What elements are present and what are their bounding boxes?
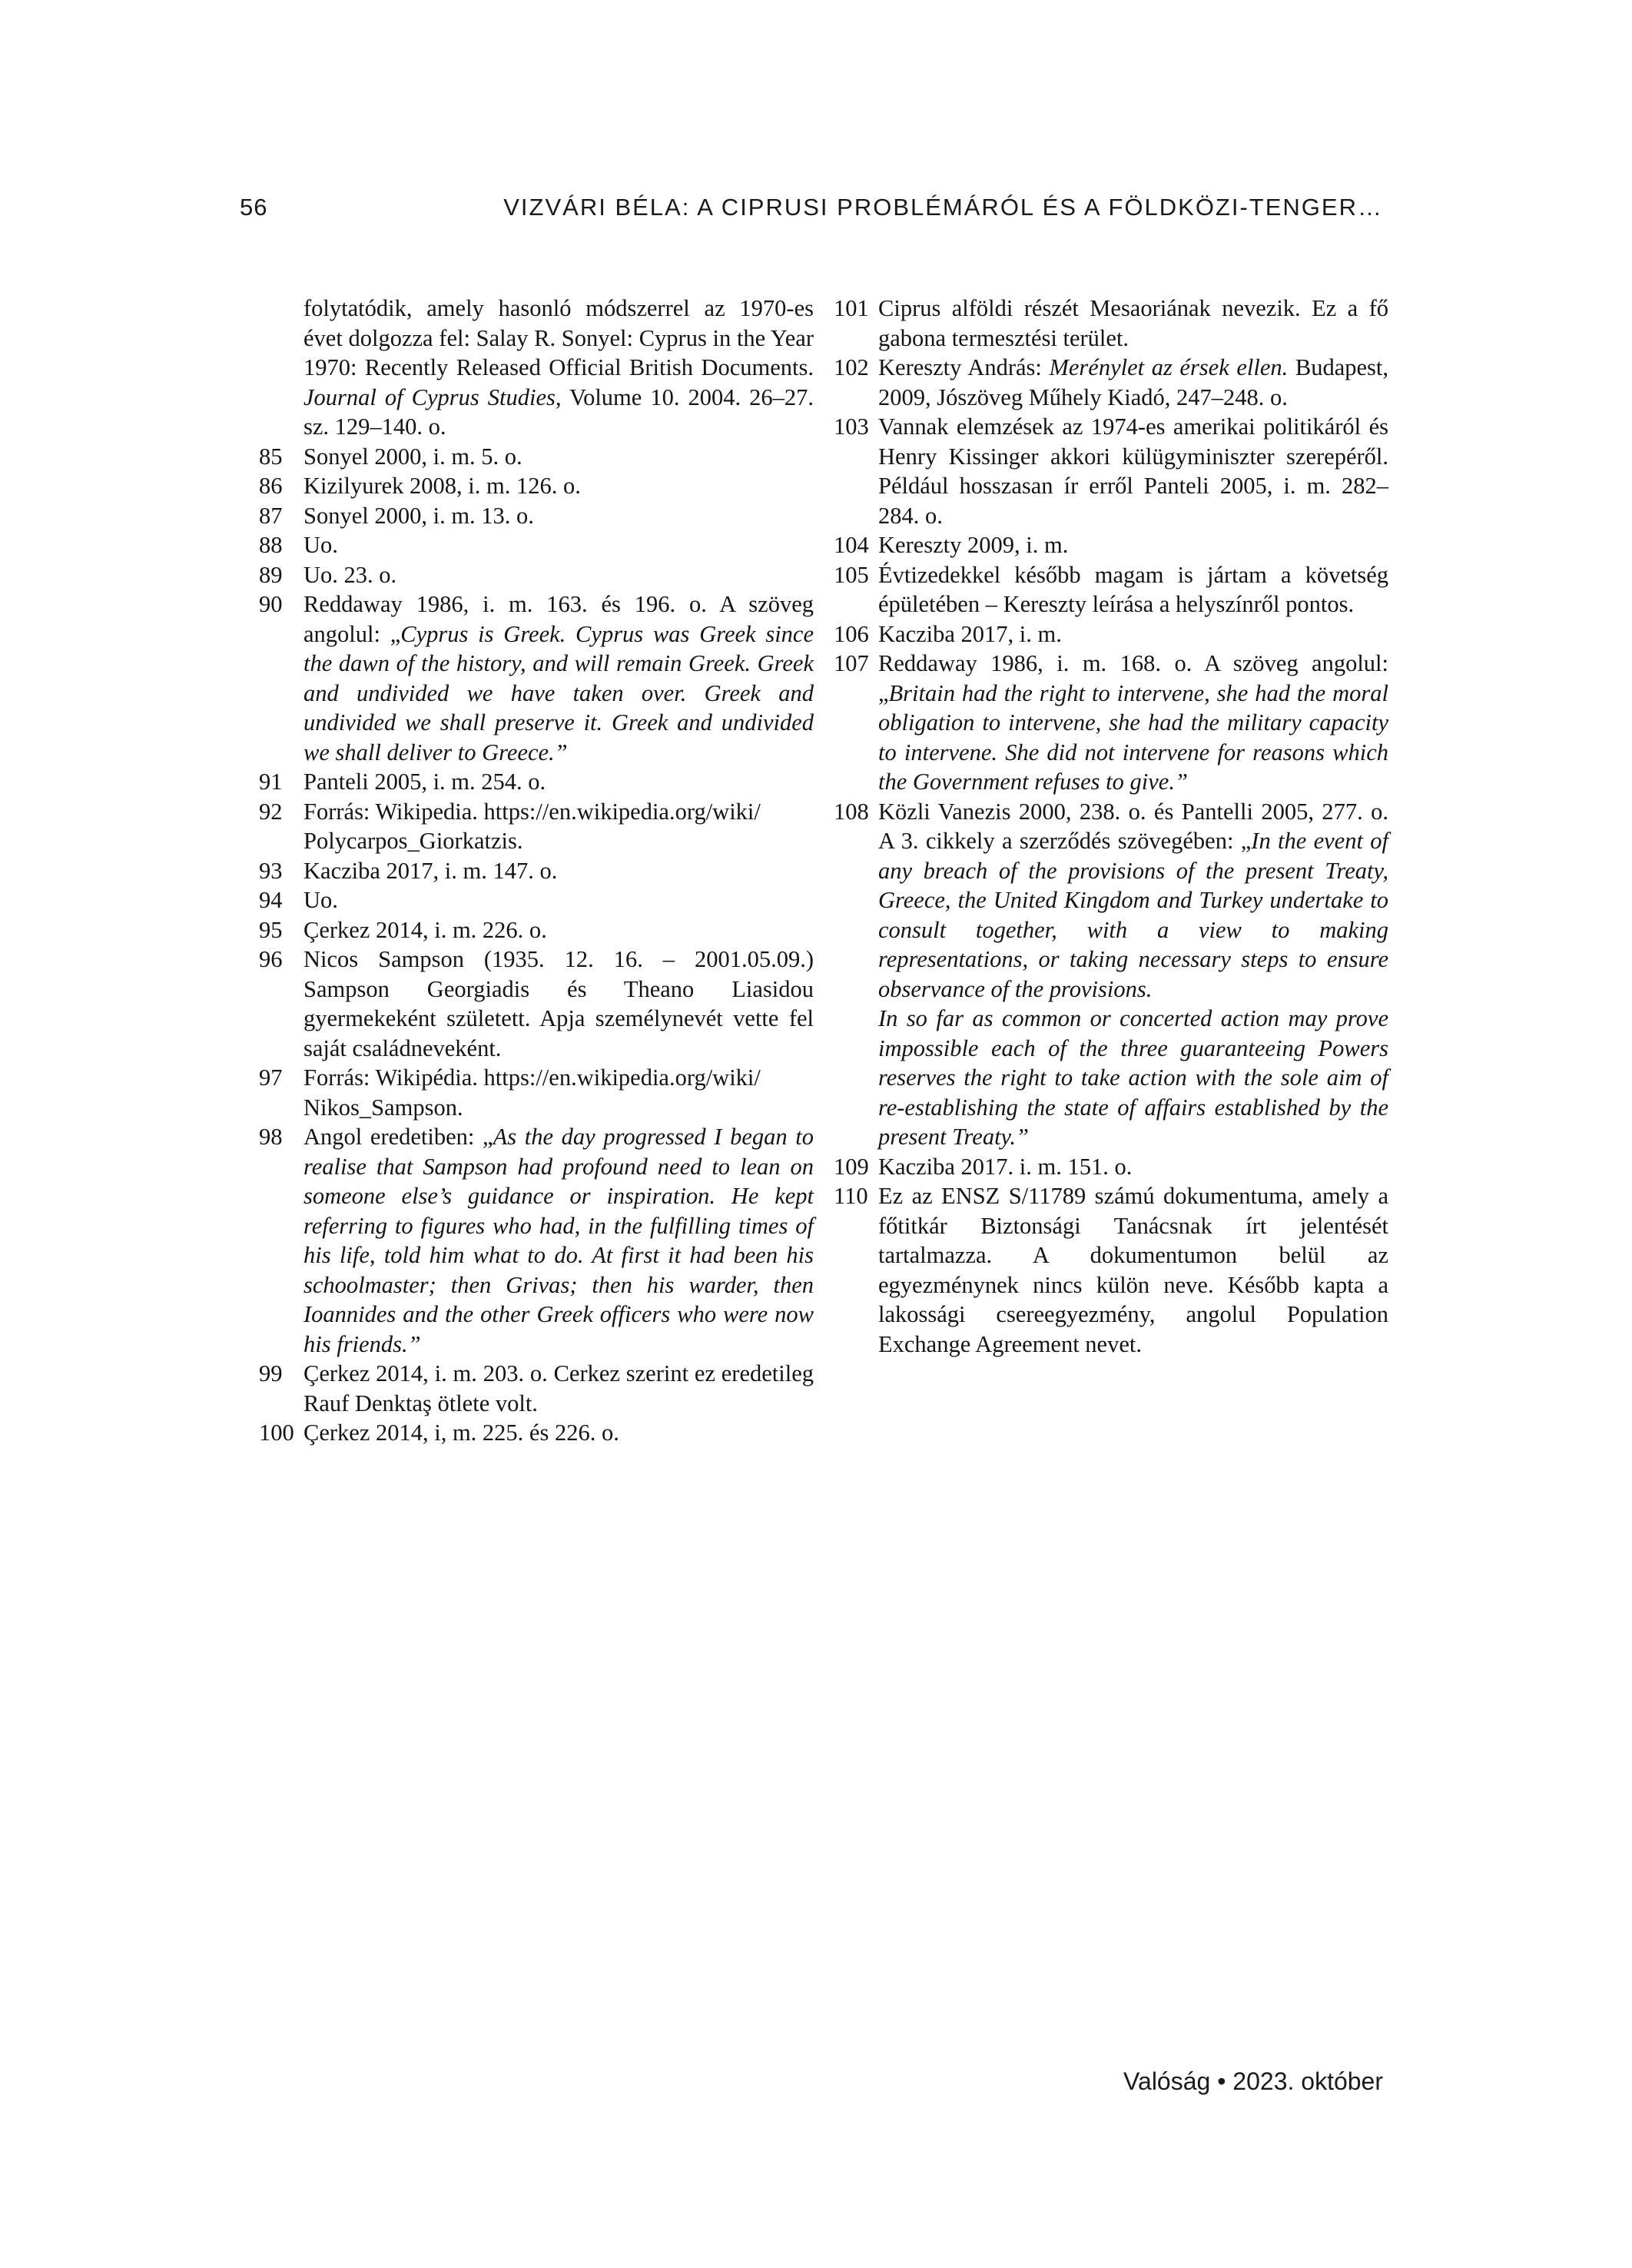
footer-journal-date: Valóság • 2023. október [1123, 2067, 1383, 2095]
footnote-103 [834, 412, 1388, 530]
url-text: https://en.wikipedia.org/wiki/ [483, 1064, 761, 1091]
note-text-segment: Reddaway 1986, i. m. 163. és 196. o. A szöveg angolul: „ [304, 591, 814, 647]
footnote-number: 95 [259, 916, 283, 943]
note-text-segment: Britain had the right to intervene, she had the moral obligation to intervene, she had the military capacity to intervene. She did not intervene for reasons which the Government refuses to give.” [878, 679, 1388, 795]
footnote-number: 101 [834, 295, 869, 321]
footnote-91 [259, 767, 814, 797]
running-header-title: VIZVÁRI BÉLA: A CIPRUSI PROBLÉMÁRÓL ÉS A FÖLDKÖZI-TENGER… [503, 194, 1383, 221]
footnote-number: 90 [259, 591, 283, 617]
note-text-segment: Merénylet az érsek ellen. [1049, 354, 1289, 380]
note-text-segment: folytatódik, amely hasonló módszerrel az 1970-es évet dolgozza fel: Salay R. Sonyel: Cyprus in the Year 1970: Recently Released Official British Documents. [304, 295, 814, 380]
footnote-94 [259, 885, 814, 915]
footnote-number: 102 [834, 354, 869, 380]
footnote-number: 91 [259, 769, 283, 795]
note-text-segment: Közli Vanezis 2000, 238. o. és Pantelli 2005, 277. o. A 3. cikkely a szerződés szövegében: „ [878, 798, 1388, 854]
note-text-segment: Uo. [304, 532, 338, 558]
footnote-97 [259, 1063, 814, 1122]
note-text-segment: Forrás: Wikipédia. [304, 1064, 484, 1091]
note-text-segment: Uo. 23. o. [304, 561, 397, 588]
footnote-108 [834, 797, 1388, 1152]
note-text-segment: Kacziba 2017, i. m. 147. o. [304, 857, 558, 884]
footnote-107 [834, 649, 1388, 797]
footnote-102 [834, 353, 1388, 412]
note-text-segment: Çerkez 2014, i. m. 226. o. [304, 916, 547, 943]
footnote-90 [259, 589, 814, 767]
footnote-96 [259, 945, 814, 1063]
note-text-segment: Sonyel 2000, i. m. 5. o. [304, 443, 522, 470]
footnote-100 [259, 1418, 814, 1448]
footnote-106 [834, 619, 1388, 649]
footnote-98 [259, 1122, 814, 1359]
footnotes-right-column [834, 294, 1388, 1359]
note-text-segment: Cyprus is Greek. Cyprus was Greek since the dawn of the history, and will remain Greek. Greek and undivided we have taken over. Greek and undivided we shall preserve it. Greek and undivided we shall deliver to Greece.” [304, 620, 814, 765]
footnote-number: 110 [834, 1183, 868, 1209]
note-text-segment: Çerkez 2014, i. m. 203. o. Cerkez szerint ez eredetileg Rauf Denktaş ötlete volt. [304, 1360, 814, 1416]
note-text-segment: Angol eredetiben: „ [304, 1124, 493, 1150]
footnote-99 [259, 1359, 814, 1418]
note-text-segment: In the event of any breach of the provisions of the present Treaty, Greece, the United Kingdom and Turkey undertake to consult together, with a view to making representations, or taking necessary steps to ensure observance of the provisions. [878, 828, 1388, 1002]
footnote-number: 103 [834, 413, 869, 440]
footnote-number: 92 [259, 798, 283, 825]
note-text-segment: Çerkez 2014, i, m. 225. és 226. o. [304, 1420, 619, 1446]
note-text-segment: Budapest, 2009, Jószöveg Műhely Kiadó, 247–248. o. [878, 354, 1388, 410]
footnote-92 [259, 797, 814, 856]
footnote-number: 108 [834, 798, 869, 825]
note-text-segment: Kereszty 2009, i. m. [878, 532, 1069, 558]
footnote-number: 97 [259, 1064, 283, 1091]
note-text-segment: Uo. [304, 887, 338, 913]
footnote-93 [259, 856, 814, 886]
footnote-number: 109 [834, 1153, 869, 1180]
footnote-87 [259, 501, 814, 531]
footnote-85 [259, 442, 814, 472]
footnotes-left-column [259, 294, 814, 1448]
footnote-105 [834, 560, 1388, 619]
footnote-number: 88 [259, 532, 283, 558]
note-text-segment: Kizilyurek 2008, i. m. 126. o. [304, 473, 581, 499]
footnote-number: 107 [834, 650, 869, 676]
footnote-104 [834, 530, 1388, 560]
note-text-segment: Kacziba 2017. i. m. 151. o. [878, 1153, 1133, 1180]
note-text-segment: Évtizedekkel később magam is jártam a követség épületében – Kereszty leírása a helyszínről pontos. [878, 561, 1388, 617]
note-text-segment: In so far as common or concerted action may prove impossible each of the three guaranteeing Powers reserves the right to take action with the sole aim of re-establishing the state of affairs established by the present Treaty.” [878, 1005, 1388, 1150]
continuation-paragraph [259, 294, 814, 442]
note-text-segment: Polycarpos_Giorkatzis. [304, 828, 523, 854]
footnote-number: 94 [259, 887, 283, 913]
note-text-segment: Panteli 2005, i. m. 254. o. [304, 769, 546, 795]
footnote-109 [834, 1152, 1388, 1182]
footnote-101 [834, 294, 1388, 353]
footnote-number: 96 [259, 946, 283, 972]
note-text-segment: Journal of Cyprus Studies, [304, 384, 562, 410]
footnote-number: 89 [259, 561, 283, 588]
footnote-86 [259, 471, 814, 501]
footnote-number: 87 [259, 502, 283, 529]
footnote-number: 104 [834, 532, 869, 558]
footnote-number: 99 [259, 1360, 283, 1386]
footnote-88 [259, 530, 814, 560]
footnote-110 [834, 1181, 1388, 1359]
note-text-segment: Volume 10. 2004. 26–27. sz. 129–140. o. [304, 384, 814, 440]
url-text: https://en.wikipedia.org/wiki/ [483, 798, 761, 825]
note-text-segment: Nikos_Sampson. [304, 1094, 463, 1121]
footnote-number: 105 [834, 561, 869, 588]
footnote-89 [259, 560, 814, 590]
page-number: 56 [240, 194, 268, 221]
note-text-segment: Forrás: Wikipedia. [304, 798, 484, 825]
note-text-segment: Ez az ENSZ S/11789 számú dokumentuma, amely a főtitkár Biztonsági Tanácsnak írt jelentését tartalmazza. A dokumentumon belül az egyezménynek nincs külön neve. Később kapta a lakossági csereegyezmény, angolul Population Exchange Agreement nevet. [878, 1183, 1388, 1357]
note-text-segment: Ciprus alföldi részét Mesaoriának nevezik. Ez a fő gabona termesztési terület. [878, 295, 1388, 351]
note-text-segment: As the day progressed I began to realise that Sampson had profound need to lean on someone else’s guidance or inspiration. He kept referring to figures who had, in the fulfilling times of his life, told him what to do. At first it had been his schoolmaster; then Grivas; then his warder, then Ioannides and the other Greek officers who were now his friends.” [304, 1124, 814, 1357]
note-text-segment: Sonyel 2000, i. m. 13. o. [304, 502, 534, 529]
note-text-segment: Kacziba 2017, i. m. [878, 620, 1062, 647]
footnote-number: 93 [259, 857, 283, 884]
footnote-number: 106 [834, 620, 869, 647]
footnote-number: 100 [259, 1420, 294, 1446]
footnote-number: 98 [259, 1124, 283, 1150]
note-text-segment: Reddaway 1986, i. m. 168. o. A szöveg angolul: „ [878, 650, 1388, 706]
footnote-95 [259, 915, 814, 945]
footnote-number: 86 [259, 473, 283, 499]
note-text-segment: Kereszty András: [878, 354, 1050, 380]
footnote-number: 85 [259, 443, 283, 470]
note-text-segment: Vannak elemzések az 1974-es amerikai politikáról és Henry Kissinger akkori külügyminiszter szerepéről. Például hosszasan ír erről Panteli 2005, i. m. 282–284. o. [878, 413, 1388, 529]
note-text-segment: Nicos Sampson (1935. 12. 16. – 2001.05.09.) Sampson Georgiadis és Theano Liasidou gyermekeként született. Apja személynevét vette fel saját családneveként. [304, 946, 814, 1061]
